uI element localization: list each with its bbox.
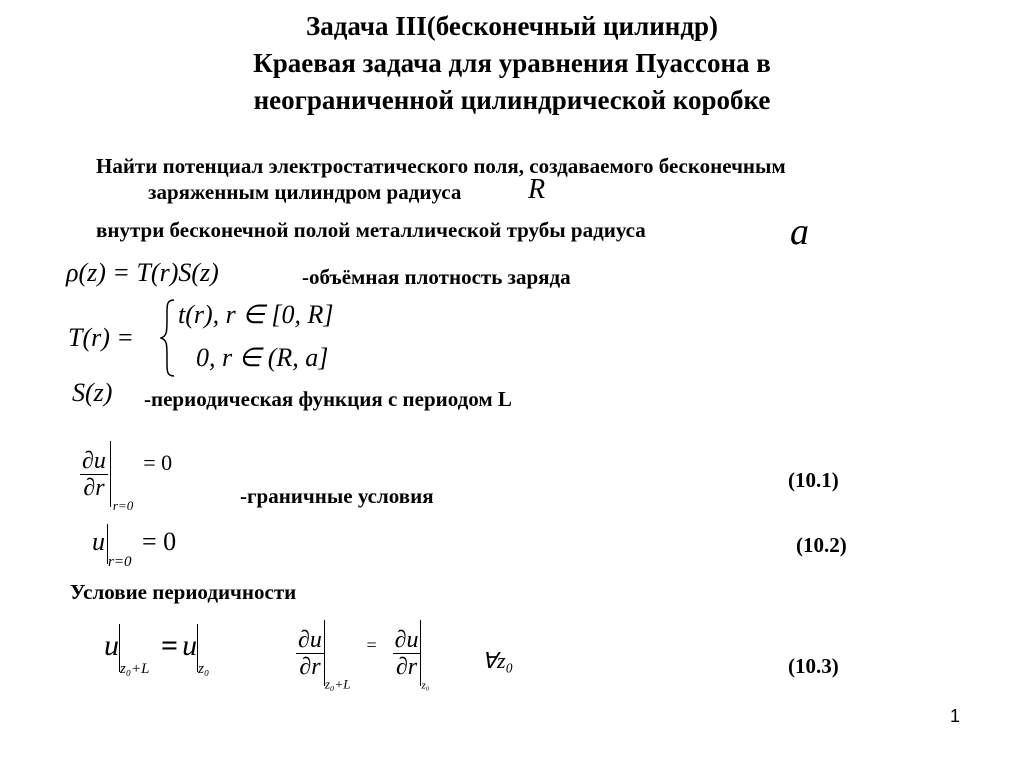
sub-z0-2: z₀ xyxy=(421,679,430,692)
evaluation-bar xyxy=(110,441,111,507)
equation-number-10-2: (10.2) xyxy=(796,533,847,557)
sub-z0-plus-L: z₀+L xyxy=(120,660,150,677)
slide-title xyxy=(0,8,1024,119)
equation-number-10-3: (10.3) xyxy=(788,654,839,678)
eq2-subscript: r=0 xyxy=(108,553,132,570)
sub-z0: z₀ xyxy=(198,660,210,677)
forall-z0: ∀z₀ xyxy=(482,648,514,673)
periodicity-eq-u: $u_{z_0+L} = u_{z_0}$ xyxy=(104,624,209,678)
du-dr-fraction: $\frac{\partial u}{\partial r}$ xyxy=(394,626,419,680)
boundary-eq-2: $u_{r=0} = 0$ xyxy=(92,524,176,571)
du-dr-fraction: $\frac{\partial u}{\partial r}$ xyxy=(298,626,322,680)
du-dr-fraction: $\frac{\partial u}{\partial r}$ xyxy=(82,447,106,501)
title-line-2: Краевая задача для уравнения Пуассона в xyxy=(253,48,771,78)
eq1-subscript: r=0 xyxy=(112,497,134,513)
problem-line-2: заряженным цилиндром радиуса xyxy=(148,180,462,204)
T-def-lhs: T(r) = xyxy=(68,323,134,352)
S-def-formula: S(z) xyxy=(72,378,113,407)
boundary-label: -граничные условия xyxy=(240,484,434,508)
T-def-brace xyxy=(160,298,176,383)
periodicity-eq-derivative: $\frac{\partial u}{\partial r}$ $_{z_0+L}$ = $\frac{\partial u}{\partial r}$ $_{z_0}$ xyxy=(296,620,430,693)
density-label: -объёмная плотность заряда xyxy=(302,265,571,289)
radius-R-symbol: R xyxy=(528,174,546,205)
radius-a-symbol: a xyxy=(790,211,809,253)
title-line-1: Задача III(бесконечный цилиндр) xyxy=(305,11,719,41)
equation-number-10-1: (10.1) xyxy=(788,468,839,492)
problem-line-3: внутри бесконечной полой металлической трубы радиуса xyxy=(96,218,646,242)
problem-line-1: Найти потенциал электростатического поля, создаваемого бесконечным xyxy=(96,154,786,178)
T-def-case-1: t(r), r ∈ [0, R] xyxy=(178,300,334,329)
eq1-rhs: = 0 xyxy=(143,449,173,475)
periodicity-heading: Условие периодичности xyxy=(70,580,297,604)
S-def-label: -периодическая функция с периодом L xyxy=(144,387,512,411)
eq2-rhs: = 0 xyxy=(141,526,177,556)
boundary-eq-1 xyxy=(80,441,172,514)
T-def-case-2: 0, r ∈ (R, a] xyxy=(196,343,329,372)
density-formula: ρ(z) = T(r)S(z) xyxy=(66,258,219,287)
title-line-3: неограниченной цилиндрической коробке xyxy=(253,85,771,115)
left-brace-icon xyxy=(160,298,176,378)
sub-z0-plus-L-2: z₀+L xyxy=(324,676,351,692)
evaluation-bar xyxy=(420,620,421,686)
page-number: 1 xyxy=(950,706,961,726)
